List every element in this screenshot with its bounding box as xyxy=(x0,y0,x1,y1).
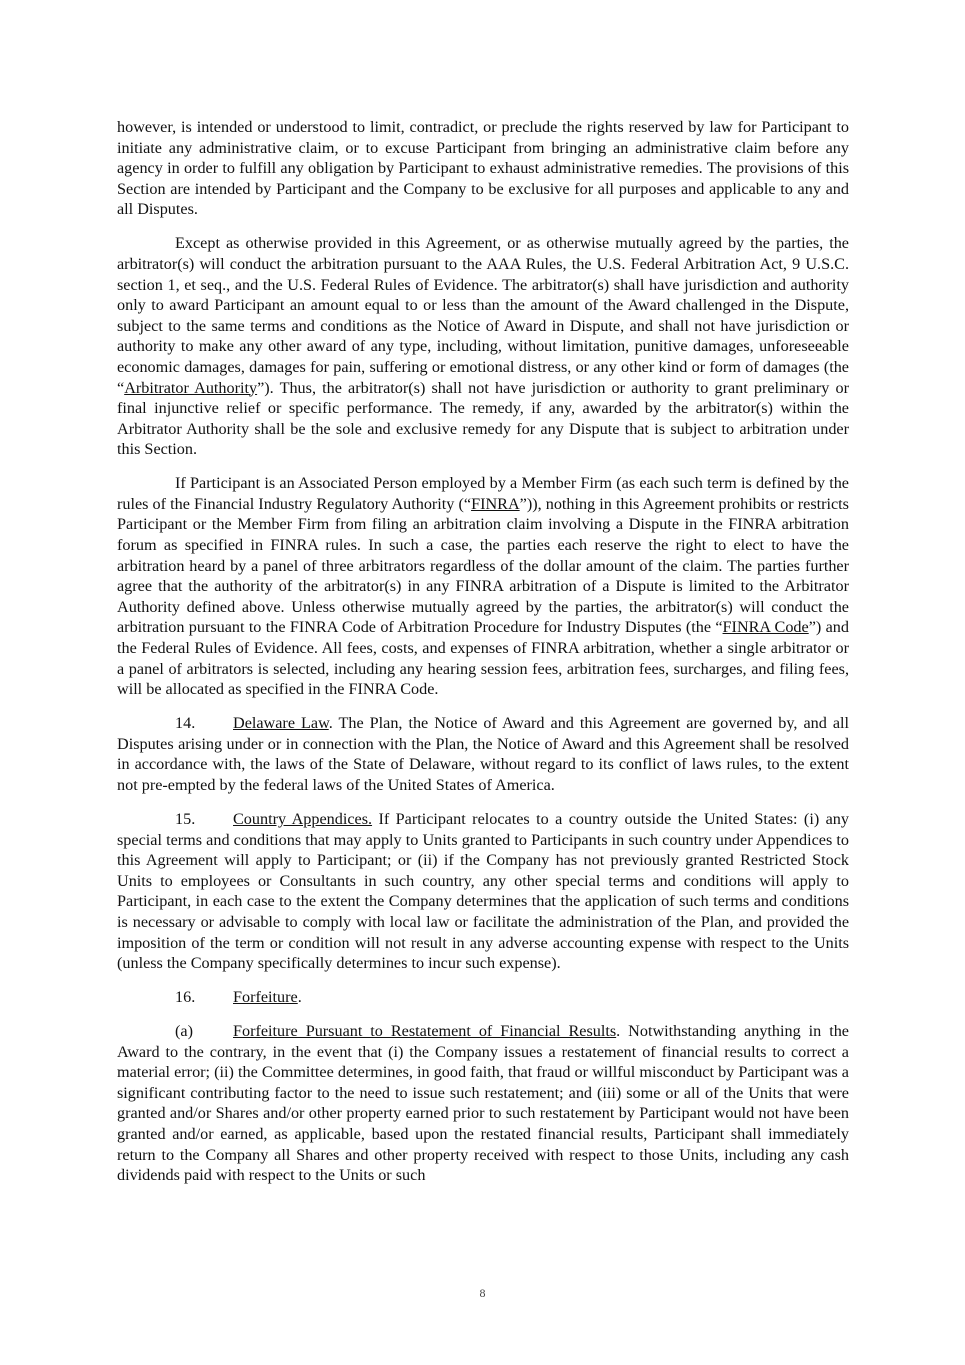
defined-term-finra-code: FINRA Code xyxy=(722,618,809,637)
subsection-body: . Notwithstanding anything in the Award to the contrary, in the event that (i) the Company issues a restatement of financial results to correct a material error; (ii) the Committee determines, in good faith, that fraud or willful misconduct by Participant was a significant contributing factor to the need to issue such restatement; and (iii) some or all of the Units that were granted and/or Shares and/or other property earned prior to such restatement by Participant would not have been granted and/or earned, as applicable, based upon the restated financial results, Participant shall immediately return to the Company all Shares and other property received with respect to those Units, including any cash dividends paid with respect to the Units or such xyxy=(117,1022,849,1185)
document-page xyxy=(117,117,849,1199)
section-16a xyxy=(117,1021,849,1186)
section-16 xyxy=(117,987,849,1008)
paragraph-text: If Participant is an Associated Person employed by a Member Firm (as each such term is defined by the rules of the Financial Industry Regulatory Authority (“ xyxy=(117,474,849,513)
section-number: 14. xyxy=(175,714,196,733)
section-title-delaware-law: Delaware Law xyxy=(233,714,329,733)
subsection-title-restatement: Forfeiture Pursuant to Restatement of Financial Results xyxy=(233,1022,617,1041)
section-title-country-appendices: Country Appendices. xyxy=(233,809,373,828)
paragraph-arbitration-rules xyxy=(117,233,849,460)
defined-term-finra: FINRA xyxy=(471,494,520,513)
page-number: 8 xyxy=(479,1286,486,1300)
subsection-number: (a) xyxy=(175,1022,193,1041)
paragraph-text: Except as otherwise provided in this Agreement, or as otherwise mutually agreed by the parties, the arbitrator(s) will conduct the arbitration pursuant to the AAA Rules, the U.S. Federal Arbitration Act, 9 U.S.C. section 1, et seq., and the U.S. Federal Rules of Evidence. The arbitrator(s) shall have jurisdiction and authority only to award Participant an amount equal to or less than the amount of the Award challenged in the Dispute, subject to the same terms and conditions as the Notice of Award in Dispute, and shall not have jurisdiction or authority to make any other award of any type, including, without limitation, punitive damages, unforeseeable economic damages, damages for pain, suffering or emotional distress, or any other kind or form of damages (the “ xyxy=(117,234,849,397)
paragraph-text: ”) and the Federal Rules of Evidence. All fees, costs, and expenses of FINRA arbitration, whether a single arbitrator or a panel of arbitrators is selected, including any hearing session fees, arbitration fees, surcharges, and filing fees, will be allocated as specified in the FINRA Code. xyxy=(117,618,849,699)
paragraph-text: ”). Thus, the arbitrator(s) shall not have jurisdiction or authority to grant preliminary or final injunctive relief or specific performance. The remedy, if any, awarded by the arbitrator(s) within the Arbitrator Authority shall be the sole and exclusive remedy for any Dispute that is subject to arbitration under this Section. xyxy=(117,378,849,459)
defined-term-arbitrator-authority: Arbitrator Authority xyxy=(124,378,258,397)
section-number: 16. xyxy=(175,988,196,1007)
section-14 xyxy=(117,713,849,795)
section-15 xyxy=(117,809,849,974)
section-body: . The Plan, the Notice of Award and this Agreement are governed by, and all Disputes arising under or in connection with the Plan, the Notice of Award and this Agreement shall be resolved in accordance with, the laws of the State of Delaware, without regard to its conflict of laws rules, to the extent not pre-empted by the federal laws of the United States of America. xyxy=(117,714,849,794)
paragraph-continuation: however, is intended or understood to limit, contradict, or preclude the rights reserved by law for Participant to initiate any administrative claim, or to excuse Participant from bringing an administrative claim before any agency in order to fulfill any obligation by Participant to exhaust administrative remedies. The provisions of this Section are intended by Participant and the Company to be exclusive for all purposes and applicable to any and all Disputes. xyxy=(117,118,849,219)
paragraph-finra xyxy=(117,473,849,700)
section-number: 15. xyxy=(175,809,196,828)
paragraph-text: ”)), nothing in this Agreement prohibits or restricts Participant or the Member Firm from filing an arbitration claim involving a Dispute in the FINRA arbitration forum as specified in FINRA rules. In such a case, the parties each reserve the right to elect to have the arbitration heard by a panel of three arbitrators regardless of the dollar amount of the claim. The parties further agree that the authority of the arbitrator(s) in any FINRA arbitration of a Dispute is limited to the Arbitrator Authority defined above. Unless otherwise mutually agreed by the parties, the arbitrator(s) will conduct the arbitration pursuant to the FINRA Code of Arbitration Procedure for Industry Disputes (the “ xyxy=(117,494,849,637)
section-title-forfeiture: Forfeiture xyxy=(233,988,298,1007)
section-title-period: . xyxy=(297,988,302,1007)
section-body: If Participant relocates to a country outside the United States: (i) any special terms and conditions that may apply to Units granted to Participants in such country under Appendices to this Agreement will apply to Participant; or (ii) if the Company has not previously granted Restricted Stock Units to employees or Consultants in such country, any other special terms and conditions will apply to Participant, in each case to the extent the Company determines that the application of such terms and conditions is necessary or advisable to comply with local law or facilitate the administration of the Plan, and provided the imposition of the term or condition will not result in any adverse accounting expense with respect to the Units (unless the Company specifically determines to incur such expense). xyxy=(117,809,849,973)
